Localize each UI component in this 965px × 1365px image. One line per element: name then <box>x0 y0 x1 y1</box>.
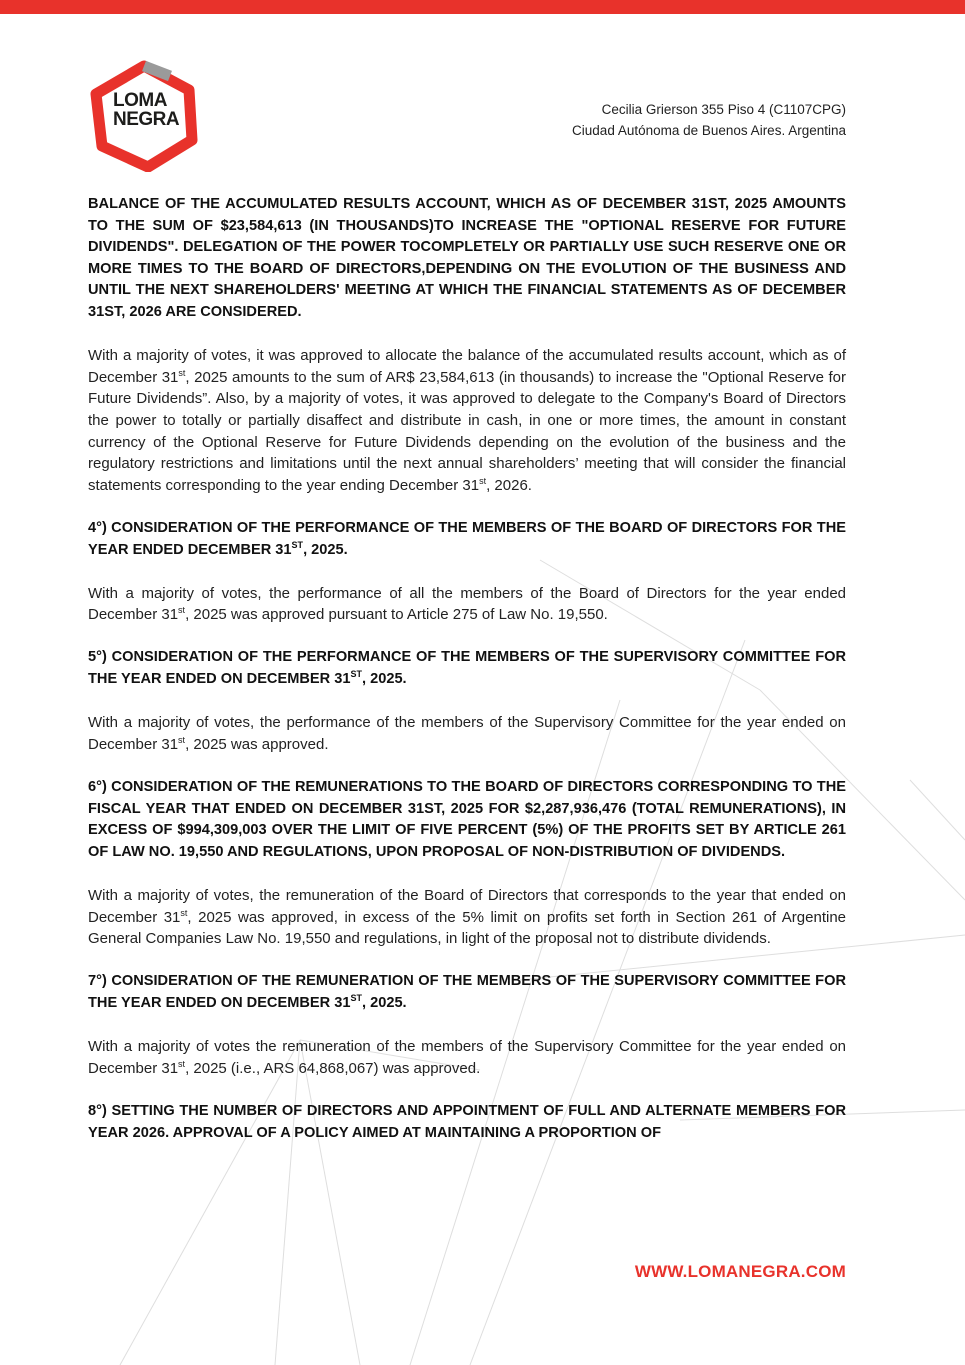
section-heading-item-5: 5°) CONSIDERATION OF THE PERFORMANCE OF THE MEMBERS OF THE SUPERVISORY COMMITTEE FOR THE YEAR ENDED ON DECEMBER 31ST, 2025. <box>88 649 846 688</box>
address-line-2: Ciudad Autónoma de Buenos Aires. Argentina <box>572 123 846 138</box>
section-body-item-7: With a majority of votes the remuneration of the members of the Supervisory Committee for the year ended on December 31st, 2025 (i.e., ARS 64,868,067) was approved. <box>88 1038 846 1077</box>
company-address <box>572 99 846 141</box>
address-line-1: Cecilia Grierson 355 Piso 4 (C1107CPG) <box>601 102 846 117</box>
section-heading-item-8: 8°) SETTING THE NUMBER OF DIRECTORS AND APPOINTMENT OF FULL AND ALTERNATE MEMBERS FOR YEAR 2026. APPROVAL OF A POLICY AIMED AT MAINTAINING A PROPORTION OF <box>88 1102 846 1141</box>
section-body-item-5: With a majority of votes, the performance of the members of the Supervisory Committee for the year ended on December 31st, 2025 was approved. <box>88 714 846 753</box>
document-body <box>88 194 846 1144</box>
logo-line-2: NEGRA <box>113 109 180 130</box>
section-body-reserve: With a majority of votes, it was approved to allocate the balance of the accumulated results account, which as of December 31st, 2025 amounts to the sum of AR$ 23,584,613 (in thousands) to increase the "Optional Reserve for Future Dividends”. Also, by a majority of votes, it was approved to delegate to the Company's Board of Directors the power to totally or partially disaffect and distribute in cash, in one or more times, the amount in constant currency of the Optional Reserve for Future Dividends depending on the evolution of the business and the regulatory restrictions and limitations until the next annual shareholders’ meeting that will consider the financial statements corresponding to the year ending December 31st, 2026. <box>88 347 846 494</box>
section-body-item-6: With a majority of votes, the remuneration of the Board of Directors that corresponds to the year that ended on December 31st, 2025 was approved, in excess of the 5% limit on profits set forth in Section 261 of Argentine General Companies Law No. 19,550 and regulations, in light of the proposal not to distribute dividends. <box>88 887 847 948</box>
loma-negra-logo <box>88 60 200 172</box>
logo-wordmark <box>113 91 179 129</box>
top-accent-bar <box>0 0 965 14</box>
footer-website-link[interactable]: WWW.LOMANEGRA.COM <box>634 1262 846 1281</box>
section-heading-item-6: 6°) CONSIDERATION OF THE REMUNERATIONS TO THE BOARD OF DIRECTORS CORRESPONDING TO THE FISCAL YEAR THAT ENDED ON DECEMBER 31ST, 2025 FOR $2,287,936,476 (TOTAL REMUNERATIONS), IN EXCESS OF $994,309,003 OVER THE LIMIT OF FIVE PERCENT (5%) OF THE PROFITS SET BY ARTICLE 261 OF LAW NO. 19,550 AND REGULATIONS, UPON PROPOSAL OF NON-DISTRIBUTION OF DIVIDENDS. <box>88 779 846 860</box>
section-heading-item-7: 7°) CONSIDERATION OF THE REMUNERATION OF THE MEMBERS OF THE SUPERVISORY COMMITTEE FOR THE YEAR ENDED ON DECEMBER 31ST, 2025. <box>88 973 846 1011</box>
section-body-item-4: With a majority of votes, the performance of all the members of the Board of Directors for the year ended December 31st, 2025 was approved pursuant to Article 275 of Law No. 19,550. <box>88 584 846 624</box>
logo-line-1: LOMA <box>113 90 167 111</box>
section-heading-item-4: 4°) CONSIDERATION OF THE PERFORMANCE OF THE MEMBERS OF THE BOARD OF DIRECTORS FOR THE YEAR ENDED DECEMBER 31ST, 2025. <box>88 519 846 558</box>
section-heading-reserve: BALANCE OF THE ACCUMULATED RESULTS ACCOUNT, WHICH AS OF DECEMBER 31ST, 2025 AMOUNTS TO THE SUM OF $23,584,613 (IN THOUSANDS)TO INCREASE THE "OPTIONAL RESERVE FOR FUTURE DIVIDENDS". DELEGATION OF THE POWER TOCOMPLETELY OR PARTIALLY USE SUCH RESERVE ONE OR MORE TIMES TO THE BOARD OF DIRECTORS,DEPENDING ON THE EVOLUTION OF THE BUSINESS AND UNTIL THE NEXT SHAREHOLDERS' MEETING AT WHICH THE FINANCIAL STATEMENTS AS OF DECEMBER 31ST, 2026 ARE CONSIDERED. <box>88 196 846 320</box>
